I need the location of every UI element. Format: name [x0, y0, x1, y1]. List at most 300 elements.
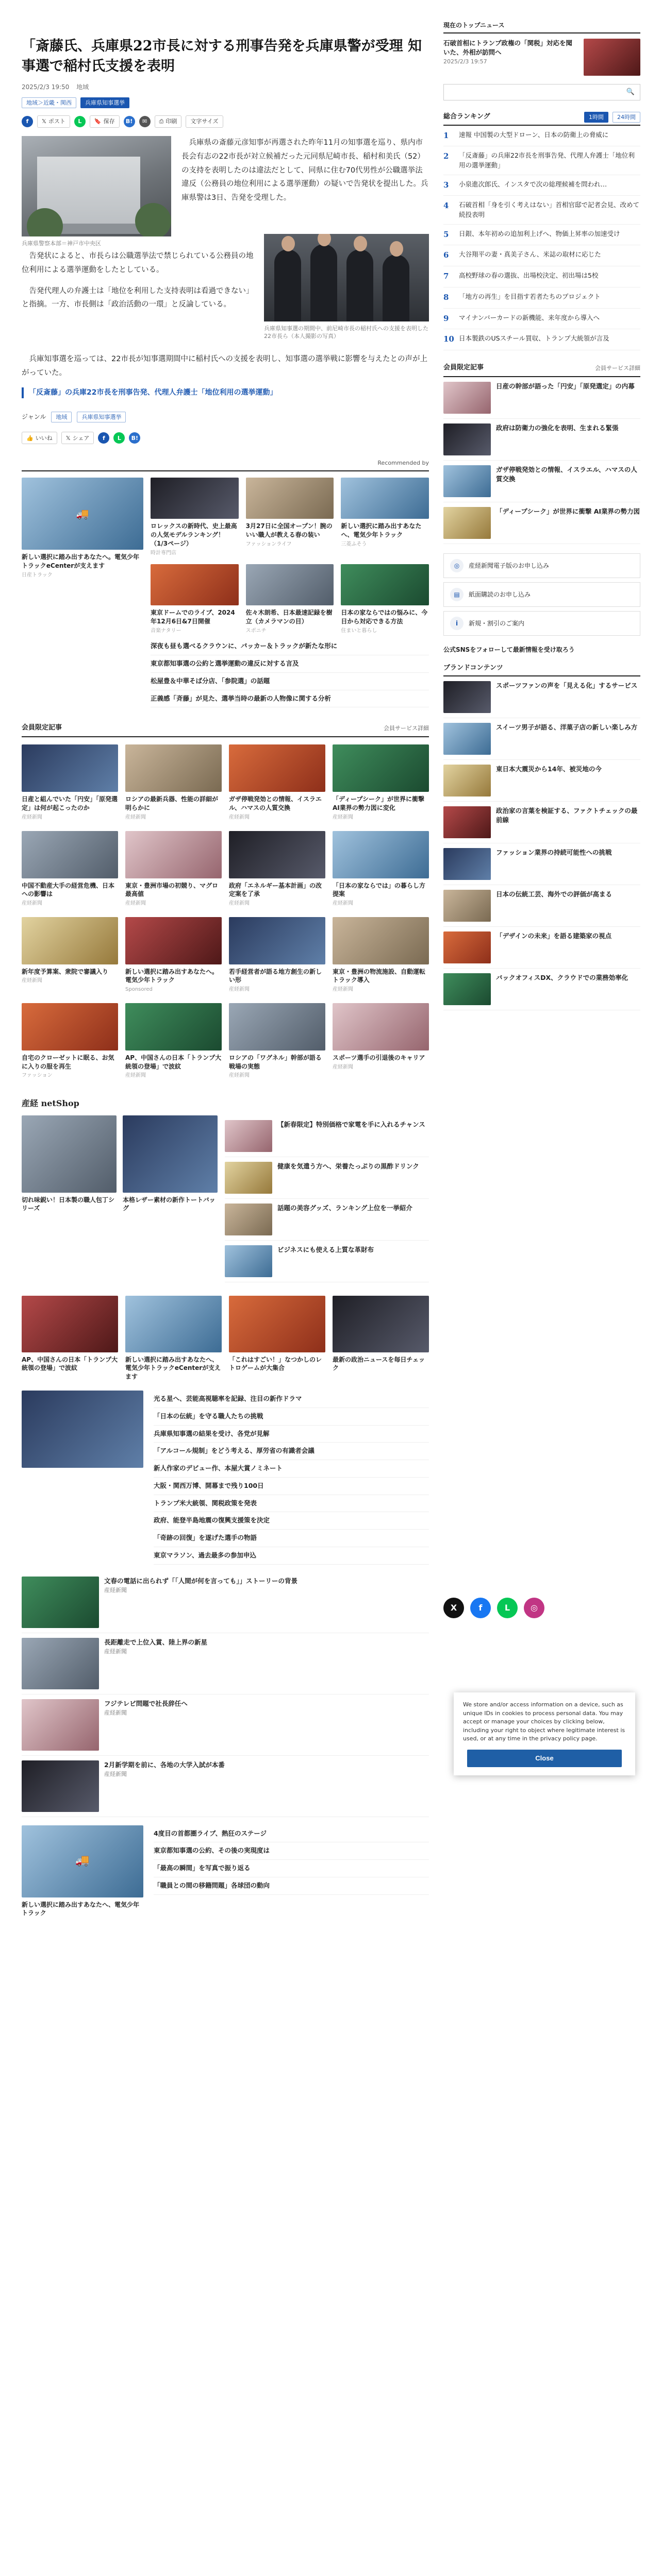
- members-grid-item[interactable]: [125, 1003, 222, 1080]
- recommend-text-item[interactable]: 東京都知事選の公約と選挙運動の違反に対する言及: [151, 655, 429, 673]
- brand-content-title: スポーツファンの声を「見える化」するサービス: [496, 682, 638, 690]
- latest-title: 新しい選択に踏み出すあなたへ、電気少年トラックeCenterが支えます: [125, 1355, 221, 1381]
- line-icon[interactable]: L: [113, 432, 125, 444]
- grid-thumbnail: [333, 917, 429, 964]
- ranking-number: 5: [443, 229, 449, 239]
- search-box[interactable]: [443, 84, 640, 100]
- article-category[interactable]: 地域: [76, 83, 89, 91]
- row-title: 文春の電話に出られず「「人間が何を言っても」」ストーリーの背景: [104, 1577, 298, 1585]
- members-grid-item[interactable]: [333, 831, 429, 908]
- brand-thumbnail: [443, 765, 491, 796]
- latest-bottom-item[interactable]: 4度目の首都圏ライブ、熱狂のステージ: [154, 1825, 429, 1843]
- side-member-title: 「ディープシーク」が世界に衝撃 AI業界の勢力図: [496, 507, 640, 516]
- brand-content-item[interactable]: [443, 885, 640, 927]
- brand-thumbnail: [443, 848, 491, 880]
- photo2-caption: 兵庫県知事選の期間中、前尼崎市長の稲村氏への支援を表明した22市長ら（本人撮影の写真）: [264, 325, 428, 340]
- members-grid-item[interactable]: [229, 744, 325, 821]
- hatena-icon[interactable]: B!: [124, 116, 135, 127]
- grid-item-source: 産経新聞: [125, 1073, 146, 1079]
- card-label: 紙面購読のお申し込み: [469, 590, 531, 598]
- article-date: 2025/2/3 19:50: [22, 83, 70, 91]
- grid-item-title: 「日本の家ならでは」の暮らし方提案: [333, 882, 425, 898]
- newspaper-icon: ◎: [450, 559, 464, 572]
- brand-content-item[interactable]: [443, 843, 640, 885]
- latest-title: AP、中国さんの日本「トランプ大統領の登場」で波紋: [22, 1355, 118, 1372]
- x-icon: 𝕏: [42, 118, 46, 125]
- latest-photo-rows: [22, 1572, 429, 1817]
- grid-thumbnail: [333, 1003, 429, 1050]
- article-lead: [22, 136, 429, 352]
- recommend-item[interactable]: [341, 478, 429, 557]
- ranking-item[interactable]: [443, 146, 640, 175]
- latest-text-item[interactable]: 大阪・関西万博、開幕まで残り100日: [154, 1478, 429, 1495]
- ranking-headline: 日本製鉄のUSスチール買収、トランプ大統領が言及: [459, 334, 609, 343]
- members-grid-item[interactable]: [22, 744, 118, 821]
- side-member-title: 日産の幹部が語った「円安」「原発選定」の内幕: [496, 382, 635, 391]
- side-members-title: 会員限定記事: [443, 364, 484, 372]
- article-body-cont: [22, 249, 254, 319]
- brand-content-title: 日本の伝統工芸、海外での評価が高まる: [496, 890, 613, 899]
- ranking-number: 6: [443, 250, 449, 260]
- grid-item-title: 自宅のクローゼットに眠る、お気に入りの服を再生: [22, 1054, 114, 1070]
- facebook-icon[interactable]: f: [22, 116, 33, 127]
- card-label: 新規・割引のご案内: [469, 619, 525, 627]
- brand-content-list: [443, 676, 640, 1010]
- bookmark-icon: 🔖: [94, 118, 102, 125]
- grid-thumbnail: [333, 744, 429, 792]
- line-icon[interactable]: L: [497, 1598, 518, 1618]
- article-meta: [22, 82, 429, 92]
- grid-item-source: ファッション: [22, 1073, 53, 1079]
- brand-content-title: ブランドコンテンツ: [443, 663, 640, 676]
- shop-list-item[interactable]: [225, 1115, 429, 1157]
- latest-text-item[interactable]: 政府、能登半島地震の復興支援策を決定: [154, 1512, 429, 1530]
- members-grid-item[interactable]: [22, 1003, 118, 1080]
- grid-thumbnail: [229, 831, 325, 878]
- grid-thumbnail: [125, 744, 222, 792]
- recommend-title: ロレックスの新時代、史上最高の人気モデルランキング！（1/3ページ）: [151, 522, 237, 547]
- footer-tag-election[interactable]: 兵庫県知事選挙: [77, 412, 126, 422]
- brand-thumbnail: [443, 931, 491, 963]
- latest-text-item[interactable]: トランプ米大統領、関税政策を発表: [154, 1495, 429, 1513]
- grid-item-title: 「ディープシーク」が世界に衝撃 AI業界の勢力図に変化: [333, 795, 424, 812]
- brand-thumbnail: [443, 681, 491, 713]
- ranking-number: 9: [443, 313, 449, 323]
- search-icon[interactable]: 🔍: [626, 88, 635, 96]
- side-thumbnail: [443, 507, 491, 539]
- recommend-source: 日産トラック: [22, 572, 53, 578]
- article-paragraph: 兵庫県の斎藤元彦知事が再選された昨年11月の知事選を巡り、県内市長会有志の22市長が対立候補だった元同県尼崎市長、稲村和美氏（52）の支持を表明したのは違法だとして、同県に住む70代男性が公職選挙法違反（公務員の地位利用による選挙運動）の疑いで告発状を提出した。兵庫県警は3日、告発を受理した。: [181, 138, 428, 202]
- recommend-source: スポニチ: [245, 628, 267, 634]
- print-icon: ⎙: [159, 118, 164, 125]
- grid-item-source: 産経新聞: [229, 987, 250, 993]
- grid-thumbnail: [229, 917, 325, 964]
- row-source: 産経新聞: [104, 1648, 127, 1655]
- brand-content-item[interactable]: [443, 760, 640, 802]
- share-label: シェア: [72, 434, 90, 442]
- subscribe-card[interactable]: [443, 553, 640, 578]
- genre-label: ジャンル: [22, 413, 46, 421]
- latest-title: 「これはすごい！」なつかしのレトロゲームが大集合: [229, 1355, 322, 1372]
- recommend-title: 新しい選択に踏み出すあなたへ。電気少年トラックeCenterが支えます: [22, 553, 140, 570]
- paper-icon: ▤: [450, 588, 464, 601]
- brand-content-item[interactable]: [443, 927, 640, 969]
- grid-item-source: 産経新聞: [229, 1073, 250, 1079]
- latest-item[interactable]: [22, 1296, 118, 1381]
- side-member-title: 政府は防衛力の強化を表明、生まれる緊張: [496, 424, 619, 432]
- recommend-item[interactable]: [246, 564, 334, 635]
- ranking-headline: 大谷翔平の妻・真美子さん、米誌の取材に応じた: [459, 250, 601, 259]
- brand-content-item[interactable]: [443, 718, 640, 760]
- side-thumbnail: [443, 465, 491, 497]
- cookie-dialog: [454, 1692, 635, 1775]
- share-bar-bottom: [22, 432, 429, 444]
- grid-item-title: ガザ停戦発効との情報、イスラエル、ハマスの人質交換: [229, 795, 322, 812]
- members-grid-title: 会員限定記事: [22, 724, 62, 732]
- latest-text-item[interactable]: 光る星へ、芸能高視聴率を記録、注目の新作ドラマ: [154, 1391, 429, 1408]
- grid-thumbnail: [125, 917, 222, 964]
- ranking-number: 10: [443, 334, 454, 344]
- latest-photo-row[interactable]: [22, 1756, 429, 1817]
- members-grid-item[interactable]: [125, 917, 222, 994]
- row-thumbnail: [22, 1699, 99, 1751]
- truck-icon: 🚚: [75, 1854, 90, 1868]
- instagram-icon[interactable]: ◎: [524, 1598, 544, 1618]
- grid-item-title: 政府「エネルギー基本計画」の改定案を了承: [229, 882, 322, 898]
- like-label: いいね: [35, 434, 53, 442]
- recommend-title: 3月27日に全国オープン！腕のいい職人が教える春の装い: [245, 522, 333, 539]
- ranking-item[interactable]: [443, 175, 640, 196]
- recommend-text-item[interactable]: 深夜も昼も選べるクラウンに、パッカー＆トラックが新たな形に: [151, 638, 429, 655]
- grid-item-title: 新年度予算案、衆院で審議入り: [22, 968, 109, 975]
- related-article-link[interactable]: 「反斎藤」の兵庫22市長を刑事告発、代理人弁護士「地位利用の選挙運動」: [22, 387, 429, 399]
- recommend-source: ファッションライフ: [245, 541, 292, 547]
- ranking-block: [443, 112, 640, 351]
- ranking-item[interactable]: [443, 196, 640, 224]
- latest-text-item[interactable]: 東京マラソン、過去最多の参加申込: [154, 1547, 429, 1565]
- grid-item-title: 中国不動産大手の経営危機、日本への影響は: [22, 882, 115, 898]
- side-member-item[interactable]: [443, 461, 640, 502]
- footer-tag-region[interactable]: 地域: [51, 412, 72, 422]
- row-source: 産経新聞: [104, 1586, 127, 1594]
- brand-thumbnail: [443, 890, 491, 922]
- grid-item-source: 産経新聞: [333, 987, 353, 993]
- recommend-text-item[interactable]: 松屋豊＆中華そば分店、「参院選」の話題: [151, 673, 429, 690]
- latest-photo-row[interactable]: [22, 1694, 429, 1756]
- grid-thumbnail: [22, 744, 118, 792]
- subscribe-card[interactable]: [443, 582, 640, 607]
- grid-item-source: 産経新聞: [125, 901, 146, 907]
- recommend-item[interactable]: [246, 478, 334, 557]
- row-thumbnail: [22, 1760, 99, 1812]
- grid-item-source: Sponsored: [125, 987, 153, 993]
- ranking-item[interactable]: [443, 266, 640, 287]
- latest-text-item[interactable]: 新人作家のデビュー作、本屋大賞ノミネート: [154, 1460, 429, 1478]
- x-icon[interactable]: X: [443, 1598, 464, 1618]
- latest-item[interactable]: [229, 1296, 325, 1381]
- side-member-item[interactable]: [443, 377, 640, 419]
- grid-thumbnail: [22, 1003, 118, 1050]
- article-footer-tags: [22, 412, 429, 422]
- recommend-item[interactable]: [151, 564, 239, 635]
- grid-thumbnail: [229, 1003, 325, 1050]
- facebook-icon[interactable]: f: [470, 1598, 491, 1618]
- brand-content-item[interactable]: [443, 676, 640, 718]
- side-thumbnail: [443, 423, 491, 455]
- info-icon: i: [450, 617, 464, 630]
- shop-brand[interactable]: 産経 netShop: [22, 1098, 79, 1108]
- members-grid-item[interactable]: [333, 1003, 429, 1080]
- recommend-item[interactable]: [341, 564, 429, 635]
- members-grid-item[interactable]: [229, 831, 325, 908]
- tag-election[interactable]: 兵庫県知事選挙: [80, 97, 129, 108]
- ranking-number: 8: [443, 292, 449, 302]
- latest-photo-row[interactable]: [22, 1633, 429, 1694]
- x-icon: 𝕏: [65, 434, 71, 442]
- latest-block: [22, 1296, 429, 1918]
- grid-item-source: 産経新聞: [333, 901, 353, 907]
- row-thumbnail: [22, 1577, 99, 1628]
- latest-text-item[interactable]: 兵庫県知事選の結果を受け、各党が見解: [154, 1426, 429, 1443]
- ranking-number: 7: [443, 272, 449, 281]
- ranking-tab-1h[interactable]: 1時間: [584, 112, 608, 123]
- recommend-title: 日本の家ならではの悩みに、今日から対応できる方法: [341, 609, 428, 625]
- brand-content-title: 政治家の言葉を検証する、ファクトチェックの最前線: [496, 807, 638, 824]
- row-source: 産経新聞: [104, 1709, 127, 1716]
- article-paragraph: 告発状によると、市長らは公職選挙法で禁じられている公務員の地位利用による選挙運動をしたとしている。: [22, 251, 254, 274]
- recommend-label: Recommended by: [377, 460, 429, 467]
- brand-content-title: 「デザインの未来」を語る建築家の視点: [496, 932, 612, 940]
- shop-list-title: ビジネスにも使える上質な革財布: [277, 1245, 374, 1253]
- ranking-number: 2: [443, 151, 449, 161]
- latest-text-item[interactable]: 「アルコール規制」をどう考える、厚労省の有識者会議: [154, 1443, 429, 1460]
- search-input[interactable]: [449, 89, 616, 96]
- grid-item-source: 産経新聞: [333, 815, 353, 821]
- side-members-block: [443, 363, 640, 544]
- ranking-item[interactable]: [443, 287, 640, 309]
- recommend-title: 東京ドームでのライブ、2024年12月6日&7日開催: [151, 609, 235, 625]
- latest-text-list: [154, 1391, 429, 1565]
- latest-item[interactable]: [125, 1296, 222, 1381]
- latest-text-item[interactable]: 「奇跡の回復」を遂げた選手の物語: [154, 1530, 429, 1547]
- main-column: [22, 21, 429, 1918]
- ranking-title: 総合ランキング: [443, 113, 490, 121]
- grid-item-title: 東京・豊洲の物流施設、自動運転トラック導入: [333, 968, 426, 984]
- members-grid-item[interactable]: [333, 744, 429, 821]
- ranking-number: 3: [443, 180, 449, 190]
- recommend-title: 新しい選択に踏み出すあなたへ、電気少年トラック: [341, 522, 422, 539]
- grid-thumbnail: [125, 1003, 222, 1050]
- cookie-text: We store and/or access information on a device, such as unique IDs in cookies to process personal data. You may accept or manage your choices by clicking below, including your right to object where legitimate interest is used, or at any time in the privacy policy page.: [463, 1701, 625, 1742]
- members-grid-item[interactable]: [229, 917, 325, 994]
- ranking-tab-24h[interactable]: 24時間: [613, 112, 640, 123]
- shop-item[interactable]: [123, 1115, 218, 1282]
- tag-region[interactable]: 地域＞近畿・関西: [22, 97, 76, 108]
- top-news-headline: 石破首相にトランプ政権の「関税」対応を聞いた、外相が訪問へ: [443, 39, 573, 56]
- ranking-headline: 速報 中国製の大型ドローン、日本の防衛上の脅威に: [459, 130, 609, 139]
- mail-icon[interactable]: ✉: [139, 116, 151, 127]
- print-button[interactable]: [155, 115, 182, 128]
- grid-item-source: 産経新聞: [229, 901, 250, 907]
- brand-thumbnail: [443, 973, 491, 1005]
- members-grid-item[interactable]: [229, 1003, 325, 1080]
- latest-bottom-title: 新しい選択に踏み出すあなたへ、電気少年トラック: [22, 1901, 140, 1917]
- grid-thumbnail: [125, 831, 222, 878]
- like-button[interactable]: [22, 432, 57, 444]
- shop-list-item[interactable]: [225, 1241, 429, 1282]
- row-thumbnail: [22, 1638, 99, 1689]
- grid-item-source: 産経新聞: [125, 815, 146, 821]
- grid-item-source: 産経新聞: [229, 815, 250, 821]
- shop-list-item[interactable]: [225, 1199, 429, 1241]
- recommend-source: 時計専門店: [151, 550, 176, 556]
- row-source: 産経新聞: [104, 1770, 127, 1777]
- hatena-icon[interactable]: B!: [129, 432, 140, 444]
- recommend-item[interactable]: [151, 478, 239, 557]
- grid-thumbnail: [229, 744, 325, 792]
- truck-icon: 🚚: [76, 507, 89, 520]
- article-title: 「斎藤氏、兵庫県22市長に対する刑事告発を兵庫県警が受理 知事選で稲村氏支援を表明: [22, 38, 422, 75]
- brand-content-title: 東日本大震災から14年、被災地の今: [496, 765, 602, 773]
- recommend-source: 三菱ふそう: [341, 541, 367, 547]
- members-grid-item[interactable]: [22, 831, 118, 908]
- thumbs-up-icon: 👍: [26, 434, 34, 442]
- members-grid-item[interactable]: [125, 831, 222, 908]
- shop-list-title: 【新春限定】特別価格で家電を手に入れるチャンス: [277, 1120, 425, 1128]
- article-tags: [22, 97, 429, 108]
- follow-title: 公式SNSをフォローして最新情報を受け取ろう: [443, 646, 575, 654]
- grid-thumbnail: [22, 917, 118, 964]
- side-member-title: ガザ停戦発効との情報、イスラエル、ハマスの人質交換: [496, 466, 637, 483]
- side-members-list: [443, 377, 640, 544]
- latest-bottom-item[interactable]: 「最高の瞬間」を写真で振り返る: [154, 1860, 429, 1877]
- grid-item-title: ロシアの「ワグネル」幹部が語る戦場の実態: [229, 1054, 322, 1070]
- row-title: フジテレビ問題で社長辞任へ: [104, 1699, 188, 1707]
- members-grid-item[interactable]: [333, 917, 429, 994]
- ranking-item[interactable]: [443, 329, 640, 350]
- grid-item-title: 若手経営者が語る地方創生の新しい形: [229, 968, 322, 984]
- ranking-item[interactable]: [443, 225, 640, 246]
- grid-item-title: 東京・豊洲市場の初競り、マグロ最高値: [125, 882, 219, 898]
- grid-item-title: 新しい選択に踏み出すあなたへ。電気少年トラック: [125, 968, 219, 984]
- recommend-title: 佐々木朗希、日本最速記録を樹立（カメラマンの目）: [245, 609, 333, 625]
- top-news-title: 現在のトップニュース: [443, 21, 640, 33]
- ranking-item[interactable]: [443, 309, 640, 330]
- photo1-caption: 兵庫県警察本部＝神戸市中央区: [22, 240, 101, 247]
- brand-thumbnail: [443, 723, 491, 755]
- grid-item-source: 産経新聞: [22, 815, 42, 821]
- bookmark-button[interactable]: [90, 115, 120, 128]
- shop-block: [22, 1097, 429, 1282]
- bookmark-label: 保存: [103, 118, 115, 125]
- line-icon[interactable]: L: [74, 116, 86, 127]
- top-news-card[interactable]: [443, 39, 640, 76]
- facebook-icon[interactable]: f: [98, 432, 109, 444]
- print-label: 印刷: [166, 118, 177, 125]
- brand-content-item[interactable]: [443, 969, 640, 1010]
- brand-thumbnail: [443, 806, 491, 838]
- recommend-feature[interactable]: [22, 478, 143, 635]
- shop-item-title: 本格レザー素材の新作トートバッグ: [123, 1196, 216, 1212]
- post-label: ポスト: [48, 118, 65, 125]
- recommend-text-item[interactable]: 正義感「斉藤」が見た、選挙当時の最新の人物像に関する分析: [151, 690, 429, 708]
- side-members-more[interactable]: 会員サービス詳細: [595, 364, 640, 371]
- brand-content-title: バックオフィスDX、クラウドでの業務効率化: [496, 974, 628, 982]
- subscribe-card[interactable]: [443, 611, 640, 636]
- share-button[interactable]: [61, 432, 94, 444]
- grid-thumbnail: [333, 831, 429, 878]
- latest-text-item[interactable]: 「日本の伝統」を守る職人たちの挑戦: [154, 1408, 429, 1426]
- latest-photo-row[interactable]: [22, 1572, 429, 1633]
- post-button[interactable]: [37, 115, 70, 128]
- members-grid-more[interactable]: 会員サービス詳細: [384, 724, 429, 732]
- latest-feature-image[interactable]: [22, 1391, 143, 1468]
- latest-title: 最新の政治ニュースを毎日チェック: [333, 1355, 425, 1372]
- grid-thumbnail: [22, 831, 118, 878]
- side-thumbnail: [443, 382, 491, 414]
- ranking-number: 1: [443, 130, 449, 140]
- shop-list-title: 話題の美容グッズ、ランキング上位を一挙紹介: [277, 1204, 412, 1212]
- ranking-list: [443, 126, 640, 351]
- shop-item-title: 切れ味鋭い！日本製の職人包丁シリーズ: [22, 1196, 115, 1212]
- brand-content-item[interactable]: [443, 802, 640, 843]
- article-paragraph: 告発代理人の弁護士は「地位を利用した支持表明は看過できない」と指摘。一方、市長側は「政治活動の一環」と反論している。: [22, 286, 254, 309]
- members-grid-item[interactable]: [22, 917, 118, 994]
- cookie-close-button[interactable]: Close: [467, 1750, 622, 1767]
- shop-list-item[interactable]: [225, 1157, 429, 1199]
- font-size-button[interactable]: [186, 115, 223, 128]
- article-body-lead: [181, 136, 429, 212]
- grid-item-source: 産経新聞: [22, 978, 42, 984]
- shop-list-title: 健康を気遣う方へ、栄養たっぷりの黒酢ドリンク: [277, 1162, 419, 1170]
- members-grid-section: [22, 723, 429, 1080]
- article-body-end: [22, 352, 429, 380]
- row-title: 長距離走で上位入賞、陸上界の新星: [104, 1638, 208, 1646]
- ranking-headline: 高校野球の春の選抜、出場校決定、初出場は5校: [459, 272, 599, 280]
- grid-item-title: ロシアの最新兵器、性能の詳細が明らかに: [125, 795, 219, 812]
- latest-bottom-image[interactable]: [22, 1825, 143, 1897]
- ranking-number: 4: [443, 201, 449, 211]
- grid-item-title: AP、中国さんの日本「トランプ大統領の登場」で波紋: [125, 1054, 222, 1070]
- latest-bottom-item[interactable]: 東京都知事選の公約、その後の実現度は: [154, 1842, 429, 1860]
- share-bar: [22, 115, 429, 128]
- side-member-item[interactable]: [443, 502, 640, 544]
- subscribe-cards: [443, 553, 640, 636]
- card-label: 産経新聞電子版のお申し込み: [469, 562, 550, 569]
- font-size-label: 文字サイズ: [190, 118, 219, 125]
- members-grid-item[interactable]: [125, 744, 222, 821]
- mayors-photo: [264, 234, 429, 321]
- ranking-headline: 小泉進次郎氏、インスタで次の総理候補を問われ…: [459, 180, 607, 188]
- shop-item[interactable]: [22, 1115, 117, 1282]
- sns-row: [443, 1598, 640, 1618]
- ranking-item[interactable]: [443, 126, 640, 147]
- recommend-block: [22, 459, 429, 707]
- ranking-item[interactable]: [443, 245, 640, 266]
- members-grid: [22, 744, 429, 1079]
- recommend-source: 音楽ナタリー: [151, 628, 181, 634]
- grid-item-title: スポーツ選手の引退後のキャリア: [333, 1054, 425, 1061]
- side-member-item[interactable]: [443, 419, 640, 461]
- recommend-source: 住まいと暮らし: [341, 628, 377, 634]
- brand-content-title: ファッション業界の持続可能性への挑戦: [496, 849, 612, 857]
- sidebar: [443, 21, 640, 1618]
- article-paragraph: 兵庫知事選を巡っては、22市長が知事選期間中に稲村氏への支援を表明し、知事選の選挙戦に影響を与えたとの声が上がっていた。: [22, 354, 427, 377]
- latest-item[interactable]: [333, 1296, 429, 1381]
- latest-bottom-item[interactable]: 「職員との間の移籍問題」各球団の動向: [154, 1877, 429, 1895]
- grid-item-source: 産経新聞: [333, 1064, 353, 1070]
- ranking-headline: 「地方の再生」を目指す若者たちのプロジェクト: [459, 292, 601, 300]
